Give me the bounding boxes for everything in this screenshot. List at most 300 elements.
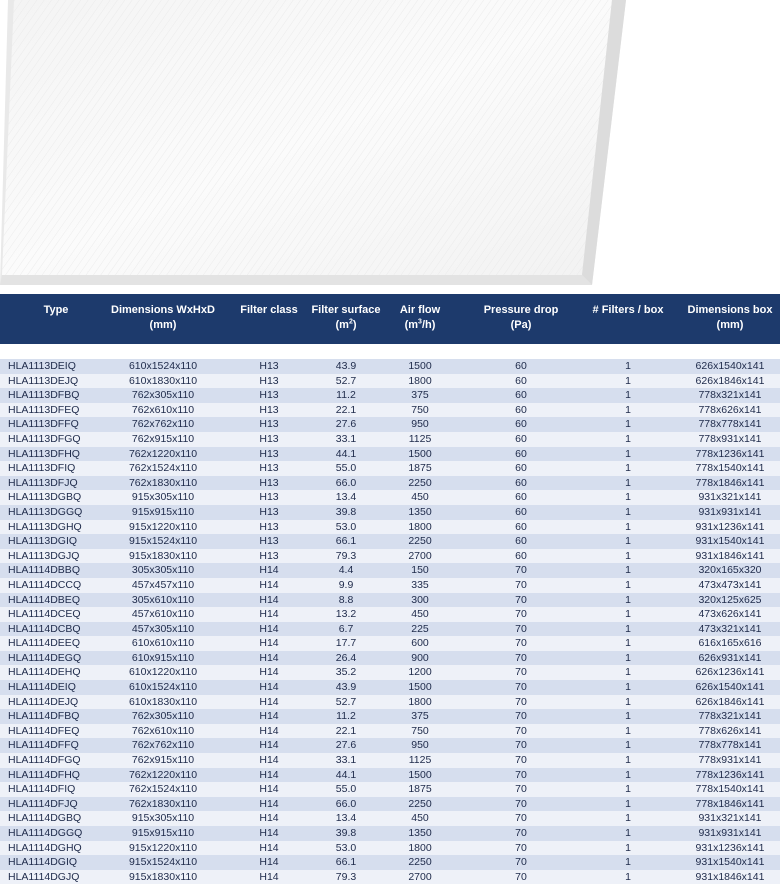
cell-air-flow: 450 — [411, 812, 429, 825]
cell-filter-class: H14 — [259, 856, 279, 869]
cell-filters-per-box: 1 — [625, 535, 631, 548]
cell-filter-surface: 53.0 — [335, 841, 357, 854]
cell-pressure-drop: 60 — [515, 505, 527, 518]
cell-dimensions: 762x762x110 — [131, 418, 195, 431]
cell-dimensions: 915x915x110 — [131, 827, 195, 839]
cell-air-flow: 2700 — [408, 549, 432, 562]
cell-type: HLA1114DCCQ — [8, 578, 82, 591]
cell-dimensions: 915x305x110 — [131, 812, 195, 825]
cell-filter-surface: 35.2 — [335, 666, 357, 679]
cell-pressure-drop: 70 — [515, 593, 527, 606]
cell-filter-class: H13 — [259, 476, 279, 489]
cell-type: HLA1113DFGQ — [8, 432, 81, 445]
cell-filter-class: H14 — [259, 622, 279, 635]
cell-dimensions: 762x305x110 — [131, 389, 195, 402]
cell-type: HLA1114DEJQ — [8, 695, 79, 708]
cell-air-flow: 2250 — [408, 476, 432, 489]
cell-filter-class: H13 — [259, 491, 279, 504]
cell-filters-per-box: 1 — [625, 651, 631, 664]
cell-air-flow: 375 — [411, 710, 429, 723]
table-row — [0, 870, 780, 884]
cell-dimensions: 610x1830x110 — [128, 695, 198, 708]
cell-filter-surface: 79.3 — [335, 549, 357, 562]
table-row — [0, 359, 780, 374]
cell-filters-per-box: 1 — [625, 462, 631, 475]
cell-type: HLA1114DBEQ — [8, 593, 80, 606]
cell-dimensions-box: 931x1236x141 — [695, 841, 765, 854]
cell-dimensions-box: 778x321x141 — [698, 389, 762, 402]
cell-filter-class: H13 — [259, 549, 279, 562]
cell-dimensions-box: 626x1236x141 — [695, 666, 765, 679]
cell-air-flow: 1875 — [408, 783, 432, 796]
header-dimensions-box: Dimensions box (mm) — [687, 304, 773, 331]
cell-dimensions: 915x915x110 — [131, 505, 195, 518]
cell-pressure-drop: 70 — [515, 783, 527, 796]
cell-pressure-drop: 70 — [515, 637, 527, 650]
cell-dimensions-box: 626x931x141 — [698, 651, 762, 664]
cell-dimensions-box: 626x1846x141 — [695, 695, 765, 708]
cell-filters-per-box: 1 — [625, 432, 631, 445]
cell-dimensions: 610x1524x110 — [128, 681, 198, 694]
table-header — [0, 294, 780, 344]
cell-air-flow: 300 — [411, 593, 429, 606]
cell-filter-class: H14 — [259, 651, 279, 664]
cell-dimensions: 610x1830x110 — [128, 374, 198, 387]
table-row — [0, 417, 780, 432]
cell-type: HLA1113DFJQ — [8, 476, 78, 489]
cell-dimensions-box: 931x931x141 — [698, 827, 762, 839]
cell-type: HLA1114DFHQ — [8, 768, 80, 781]
header-dimensions: Dimensions WxHxD (mm) — [111, 304, 215, 331]
cell-dimensions-box: 778x321x141 — [698, 710, 762, 723]
table-row — [0, 811, 780, 826]
cell-filters-per-box: 1 — [625, 403, 631, 416]
table-row — [0, 563, 780, 578]
cell-filters-per-box: 1 — [625, 622, 631, 635]
cell-dimensions-box: 931x1846x141 — [695, 549, 765, 562]
table-row — [0, 505, 780, 520]
cell-pressure-drop: 70 — [515, 768, 527, 781]
cell-filters-per-box: 1 — [625, 491, 631, 504]
cell-type: HLA1114DGBQ — [8, 812, 82, 825]
cell-filters-per-box: 1 — [625, 549, 631, 562]
cell-pressure-drop: 70 — [515, 827, 527, 839]
cell-dimensions-box: 931x1540x141 — [695, 856, 765, 869]
cell-dimensions: 610x610x110 — [131, 637, 195, 650]
cell-pressure-drop: 60 — [515, 360, 527, 372]
cell-air-flow: 1800 — [408, 841, 432, 854]
cell-dimensions: 762x1524x110 — [128, 783, 198, 796]
cell-filters-per-box: 1 — [625, 812, 631, 825]
table-row — [0, 578, 780, 593]
cell-filter-surface: 53.0 — [335, 520, 357, 533]
cell-filter-class: H13 — [259, 505, 279, 518]
cell-dimensions: 610x1220x110 — [128, 666, 198, 679]
cell-filters-per-box: 1 — [625, 608, 631, 621]
cell-pressure-drop: 60 — [515, 432, 527, 445]
cell-filter-surface: 43.9 — [335, 681, 357, 694]
cell-type: HLA1113DFIQ — [8, 462, 76, 475]
cell-pressure-drop: 60 — [515, 374, 527, 387]
cell-filter-class: H14 — [259, 710, 279, 723]
cell-pressure-drop: 60 — [515, 476, 527, 489]
cell-pressure-drop: 70 — [515, 739, 527, 752]
cell-air-flow: 750 — [411, 403, 429, 416]
cell-dimensions-box: 778x778x141 — [698, 739, 762, 752]
cell-pressure-drop: 70 — [515, 841, 527, 854]
cell-type: HLA1114DFBQ — [8, 710, 80, 723]
cell-pressure-drop: 70 — [515, 812, 527, 825]
header-spacer — [0, 344, 780, 358]
cell-dimensions-box: 473x473x141 — [698, 578, 762, 591]
cell-dimensions: 762x610x110 — [131, 724, 195, 737]
cell-filters-per-box: 1 — [625, 783, 631, 796]
cell-dimensions: 762x1524x110 — [128, 462, 198, 475]
cell-filter-class: H13 — [259, 535, 279, 548]
cell-filter-class: H14 — [259, 608, 279, 621]
cell-air-flow: 1350 — [408, 505, 432, 518]
cell-filter-surface: 22.1 — [335, 724, 357, 737]
cell-filter-class: H13 — [259, 403, 279, 416]
cell-air-flow: 2250 — [408, 535, 432, 548]
cell-air-flow: 225 — [411, 622, 429, 635]
cell-dimensions-box: 931x321x141 — [698, 491, 762, 504]
cell-filters-per-box: 1 — [625, 360, 631, 372]
cell-filters-per-box: 1 — [625, 389, 631, 402]
cell-dimensions: 457x610x110 — [131, 608, 195, 621]
cell-pressure-drop: 70 — [515, 608, 527, 621]
cell-pressure-drop: 70 — [515, 681, 527, 694]
cell-filter-surface: 9.9 — [338, 578, 354, 591]
cell-filters-per-box: 1 — [625, 827, 631, 839]
cell-air-flow: 1500 — [408, 447, 432, 460]
table-row — [0, 826, 780, 841]
table-row — [0, 768, 780, 783]
cell-air-flow: 1500 — [408, 681, 432, 694]
cell-filter-surface: 22.1 — [335, 403, 357, 416]
table-row — [0, 432, 780, 447]
cell-pressure-drop: 70 — [515, 651, 527, 664]
cell-type: HLA1114DFJQ — [8, 797, 78, 810]
cell-pressure-drop: 60 — [515, 389, 527, 402]
cell-filter-class: H13 — [259, 418, 279, 431]
table-row — [0, 607, 780, 622]
cell-pressure-drop: 60 — [515, 403, 527, 416]
cell-filter-surface: 27.6 — [335, 739, 357, 752]
header-filter-surface: Filter surface $(m^2)$ — [311, 304, 381, 331]
cell-filter-class: H14 — [259, 827, 279, 839]
cell-type: HLA1113DFBQ — [8, 389, 80, 402]
cell-pressure-drop: 70 — [515, 578, 527, 591]
cell-type: HLA1113DEIQ — [8, 360, 76, 372]
header-type: Type — [43, 304, 69, 316]
cell-filter-class: H14 — [259, 754, 279, 767]
cell-filters-per-box: 1 — [625, 447, 631, 460]
cell-pressure-drop: 70 — [515, 695, 527, 708]
cell-dimensions: 610x1524x110 — [128, 360, 198, 372]
cell-filter-surface: 39.8 — [335, 505, 357, 518]
cell-pressure-drop: 70 — [515, 622, 527, 635]
cell-dimensions-box: 320x125x625 — [698, 593, 762, 606]
cell-air-flow: 1200 — [408, 666, 432, 679]
cell-air-flow: 1350 — [408, 827, 432, 839]
cell-type: HLA1113DFHQ — [8, 447, 80, 460]
cell-filter-surface: 17.7 — [335, 637, 357, 650]
cell-type: HLA1114DEIQ — [8, 681, 76, 694]
cell-dimensions: 762x915x110 — [131, 754, 195, 767]
cell-type: HLA1114DEEQ — [8, 637, 80, 650]
table-row — [0, 374, 780, 389]
cell-dimensions-box: 626x1540x141 — [695, 681, 765, 694]
cell-dimensions: 915x1220x110 — [128, 520, 198, 533]
cell-filter-class: H14 — [259, 870, 279, 883]
cell-dimensions: 915x1220x110 — [128, 841, 198, 854]
cell-dimensions: 915x1830x110 — [128, 549, 198, 562]
cell-filter-surface: 55.0 — [335, 462, 357, 475]
table-row — [0, 753, 780, 768]
cell-filter-class: H14 — [259, 768, 279, 781]
cell-type: HLA1113DGHQ — [8, 520, 82, 533]
table-row — [0, 476, 780, 491]
cell-filters-per-box: 1 — [625, 637, 631, 650]
table-row — [0, 622, 780, 637]
cell-dimensions-box: 778x1846x141 — [695, 797, 765, 810]
cell-filter-surface: 33.1 — [335, 754, 357, 767]
cell-dimensions-box: 778x931x141 — [698, 754, 762, 767]
cell-dimensions: 762x762x110 — [131, 739, 195, 752]
cell-filters-per-box: 1 — [625, 739, 631, 752]
table-row — [0, 520, 780, 535]
cell-type: HLA1113DGBQ — [8, 491, 82, 504]
table-row — [0, 738, 780, 753]
cell-dimensions: 762x1220x110 — [128, 768, 198, 781]
cell-type: HLA1114DCBQ — [8, 622, 81, 635]
cell-dimensions-box: 778x626x141 — [698, 403, 762, 416]
cell-filters-per-box: 1 — [625, 768, 631, 781]
cell-dimensions-box: 778x778x141 — [698, 418, 762, 431]
table-row — [0, 388, 780, 403]
cell-dimensions-box: 778x1236x141 — [695, 768, 765, 781]
cell-air-flow: 1500 — [408, 360, 432, 372]
cell-dimensions: 610x915x110 — [131, 651, 195, 664]
cell-dimensions: 457x305x110 — [131, 622, 195, 635]
table-row — [0, 403, 780, 418]
cell-air-flow: 1800 — [408, 520, 432, 533]
cell-type: HLA1113DGJQ — [8, 549, 80, 562]
cell-filters-per-box: 1 — [625, 520, 631, 533]
cell-dimensions-box: 931x931x141 — [698, 505, 762, 518]
cell-filters-per-box: 1 — [625, 695, 631, 708]
cell-filter-class: H13 — [259, 360, 279, 372]
cell-filter-surface: 33.1 — [335, 432, 357, 445]
cell-type: HLA1113DGGQ — [8, 505, 83, 518]
cell-pressure-drop: 70 — [515, 754, 527, 767]
cell-filter-surface: 43.9 — [335, 360, 357, 372]
cell-air-flow: 900 — [411, 651, 429, 664]
cell-air-flow: 950 — [411, 418, 429, 431]
cell-filters-per-box: 1 — [625, 418, 631, 431]
cell-filter-surface: 44.1 — [335, 447, 357, 460]
cell-pressure-drop: 60 — [515, 447, 527, 460]
cell-filter-class: H13 — [259, 432, 279, 445]
cell-filter-class: H13 — [259, 374, 279, 387]
cell-filter-class: H14 — [259, 724, 279, 737]
cell-type: HLA1114DGHQ — [8, 841, 82, 854]
cell-air-flow: 950 — [411, 739, 429, 752]
cell-filter-class: H14 — [259, 739, 279, 752]
cell-pressure-drop: 70 — [515, 724, 527, 737]
cell-pressure-drop: 60 — [515, 491, 527, 504]
cell-type: HLA1114DGJQ — [8, 870, 80, 883]
header-air-flow: Air flow $(m^3/h)$ — [399, 304, 441, 331]
cell-filter-surface: 11.2 — [336, 710, 356, 723]
cell-type: HLA1113DFFQ — [8, 418, 79, 431]
cell-dimensions-box: 931x1540x141 — [695, 535, 765, 548]
header-pressure-drop: Pressure drop (Pa) — [483, 304, 559, 331]
cell-type: HLA1114DBBQ — [8, 564, 80, 577]
cell-filter-class: H13 — [259, 520, 279, 533]
cell-filter-surface: 55.0 — [335, 783, 357, 796]
cell-air-flow: 600 — [411, 637, 429, 650]
cell-dimensions: 915x1524x110 — [128, 856, 198, 869]
cell-filter-class: H14 — [259, 637, 279, 650]
table-row — [0, 695, 780, 710]
table-row — [0, 461, 780, 476]
cell-dimensions-box: 778x626x141 — [698, 724, 762, 737]
cell-pressure-drop: 70 — [515, 710, 527, 723]
cell-filter-surface: 6.7 — [338, 622, 354, 635]
cell-air-flow: 2700 — [408, 870, 432, 883]
cell-air-flow: 750 — [411, 724, 429, 737]
cell-filters-per-box: 1 — [625, 374, 631, 387]
table-row — [0, 636, 780, 651]
cell-type: HLA1114DFIQ — [8, 783, 76, 796]
cell-filter-surface: 39.8 — [335, 827, 357, 839]
cell-dimensions: 762x1220x110 — [128, 447, 198, 460]
cell-dimensions: 762x305x110 — [131, 710, 195, 723]
cell-dimensions-box: 473x321x141 — [698, 622, 762, 635]
cell-type: HLA1114DFFQ — [8, 739, 79, 752]
cell-filters-per-box: 1 — [625, 505, 631, 518]
cell-filters-per-box: 1 — [625, 476, 631, 489]
cell-air-flow: 375 — [411, 389, 429, 402]
cell-type: HLA1114DEHQ — [8, 666, 81, 679]
cell-air-flow: 1125 — [408, 432, 432, 445]
cell-type: HLA1113DGIQ — [8, 535, 78, 548]
cell-air-flow: 1875 — [408, 462, 432, 475]
cell-filter-surface: 79.3 — [335, 870, 357, 883]
table-row — [0, 651, 780, 666]
cell-filter-class: H13 — [259, 389, 279, 402]
table-row — [0, 534, 780, 549]
cell-dimensions: 762x1830x110 — [128, 797, 198, 810]
cell-filter-class: H13 — [259, 462, 279, 475]
cell-pressure-drop: 70 — [515, 564, 527, 577]
cell-dimensions-box: 320x165x320 — [698, 564, 762, 577]
cell-filter-class: H14 — [259, 783, 279, 796]
cell-dimensions: 762x610x110 — [131, 403, 195, 416]
cell-filter-class: H14 — [259, 681, 279, 694]
cell-air-flow: 450 — [411, 491, 429, 504]
cell-filters-per-box: 1 — [625, 564, 631, 577]
table-row — [0, 665, 780, 680]
table-body — [0, 359, 780, 884]
cell-air-flow: 1800 — [408, 695, 432, 708]
cell-filter-surface: 13.4 — [335, 491, 357, 504]
table-row — [0, 680, 780, 695]
cell-filter-surface: 44.1 — [335, 768, 357, 781]
cell-filters-per-box: 1 — [625, 578, 631, 591]
table-row — [0, 797, 780, 812]
cell-filters-per-box: 1 — [625, 870, 631, 883]
cell-filter-class: H14 — [259, 593, 279, 606]
cell-dimensions-box: 626x1540x141 — [695, 360, 765, 372]
cell-filter-surface: 13.2 — [335, 608, 357, 621]
cell-type: HLA1114DFGQ — [8, 754, 81, 767]
cell-dimensions-box: 931x1236x141 — [695, 520, 765, 533]
cell-air-flow: 2250 — [408, 797, 432, 810]
cell-dimensions-box: 778x1846x141 — [695, 476, 765, 489]
cell-dimensions: 762x915x110 — [131, 432, 195, 445]
cell-dimensions-box: 473x626x141 — [698, 608, 762, 621]
cell-filter-surface: 26.4 — [335, 651, 357, 664]
cell-filter-class: H13 — [259, 447, 279, 460]
cell-pressure-drop: 70 — [515, 856, 527, 869]
cell-filter-surface: 13.4 — [335, 812, 357, 825]
cell-dimensions-box: 616x165x616 — [698, 637, 762, 650]
cell-dimensions-box: 931x1846x141 — [695, 870, 765, 883]
cell-dimensions: 762x1830x110 — [128, 476, 198, 489]
table-row — [0, 782, 780, 797]
cell-filter-surface: 66.0 — [335, 797, 357, 810]
cell-pressure-drop: 70 — [515, 797, 527, 810]
cell-dimensions-box: 778x931x141 — [698, 432, 762, 445]
table-row — [0, 447, 780, 462]
cell-filters-per-box: 1 — [625, 797, 631, 810]
cell-filter-class: H14 — [259, 578, 279, 591]
cell-dimensions: 305x305x110 — [131, 564, 195, 577]
cell-filter-surface: 4.4 — [338, 564, 354, 577]
cell-filter-surface: 52.7 — [335, 374, 357, 387]
cell-air-flow: 1500 — [408, 768, 432, 781]
cell-type: HLA1114DFEQ — [8, 724, 80, 737]
cell-filters-per-box: 1 — [625, 754, 631, 767]
cell-filter-class: H14 — [259, 841, 279, 854]
cell-dimensions: 915x1524x110 — [128, 535, 198, 548]
cell-filters-per-box: 1 — [625, 681, 631, 694]
cell-air-flow: 2250 — [408, 856, 432, 869]
table-row — [0, 593, 780, 608]
cell-filters-per-box: 1 — [625, 856, 631, 869]
cell-pressure-drop: 60 — [515, 535, 527, 548]
cell-pressure-drop: 60 — [515, 418, 527, 431]
cell-air-flow: 150 — [411, 564, 429, 577]
cell-filter-surface: 66.1 — [335, 535, 357, 548]
cell-pressure-drop: 70 — [515, 870, 527, 883]
table-row — [0, 709, 780, 724]
cell-dimensions: 305x610x110 — [131, 593, 195, 606]
cell-dimensions: 915x1830x110 — [128, 870, 198, 883]
cell-filters-per-box: 1 — [625, 710, 631, 723]
cell-filter-class: H14 — [259, 564, 279, 577]
cell-filters-per-box: 1 — [625, 724, 631, 737]
cell-pressure-drop: 70 — [515, 666, 527, 679]
cell-pressure-drop: 60 — [515, 549, 527, 562]
cell-air-flow: 1800 — [408, 374, 432, 387]
cell-filter-surface: 66.1 — [335, 856, 357, 869]
cell-air-flow: 1125 — [408, 754, 432, 767]
cell-filters-per-box: 1 — [625, 593, 631, 606]
